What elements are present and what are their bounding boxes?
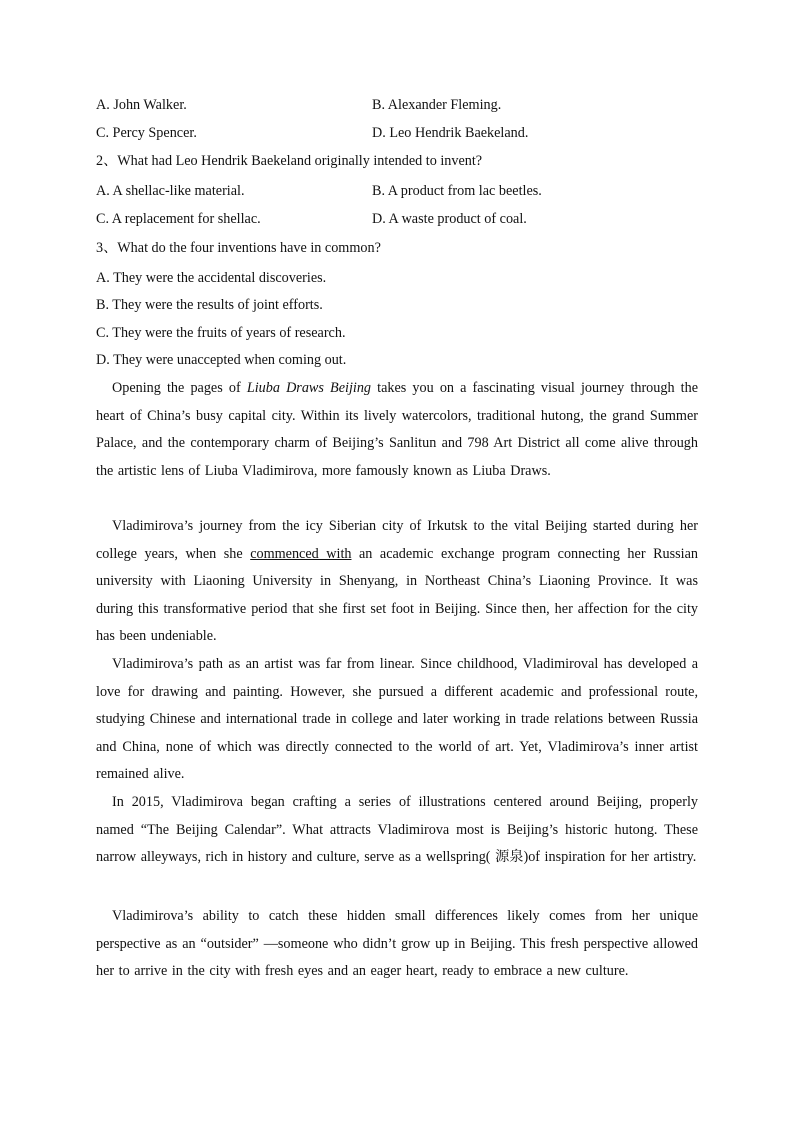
book-title: Liuba Draws Beijing	[246, 380, 372, 396]
passage-paragraph-5: Vladimirova’s ability to catch these hidden small differences likely comes from her unique perspective as an “outsider” —someone who didn’t grow up in Beijing. This fresh perspective allowed her to arrive in the city with fresh eyes and an eager heart, ready to embrace a new culture.	[96, 908, 698, 980]
q1-option-row-1	[96, 96, 502, 114]
q1-option-c: C. Percy Spencer.	[96, 125, 197, 141]
q1-option-row-2	[96, 124, 529, 142]
q2-option-a: A. A shellac-like material.	[96, 183, 245, 199]
q3-stem: 3、What do the four inventions have in common?	[96, 240, 381, 256]
passage-paragraph-1: Opening the pages of Liuba Draws Beijing takes you on a fascinating visual journey through the heart of China’s busy capital city. Within its lively watercolors, traditional hutong, the grand Summer Palace, and the contemporary charm of Beijing’s Sanlitun and 798 Art District all come alive through the artistic lens of Liuba Vladimirova, more famously known as Liuba Draws.	[96, 380, 698, 479]
q2-option-row-2	[96, 210, 527, 228]
chinese-gloss: 源泉	[495, 849, 524, 866]
q1-option-b: B. Alexander Fleming.	[372, 97, 502, 113]
q3-option-a: A. They were the accidental discoveries.	[96, 270, 327, 286]
passage-paragraph-3: Vladimirova’s path as an artist was far from linear. Since childhood, Vladimiroval has developed a love for drawing and painting. However, she pursued a different academic and professional route, studying Chinese and international trade in college and later working in trade relations between Russia and China, none of which was directly connected to the world of art. Yet, Vladimirova’s inner artist remained alive.	[96, 656, 698, 783]
q1-option-d: D. Leo Hendrik Baekeland.	[372, 125, 529, 141]
q2-option-b: B. A product from lac beetles.	[372, 183, 542, 199]
q2-option-c: C. A replacement for shellac.	[96, 211, 261, 227]
q3-option-b: B. They were the results of joint efforts.	[96, 297, 323, 313]
q1-option-a: A. John Walker.	[96, 97, 187, 113]
q3-option-c: C. They were the fruits of years of research.	[96, 325, 346, 341]
q3-option-d: D. They were unaccepted when coming out.	[96, 352, 347, 368]
passage-paragraph-4: In 2015, Vladimirova began crafting a series of illustrations centered around Beijing, properly named “The Beijing Calendar”. What attracts Vladimirova most is Beijing’s historic hutong. These narrow alleyways, rich in history and culture, serve as a wellspring( 源泉)of inspiration for her artistry.	[96, 794, 698, 866]
q2-option-row-1	[96, 182, 542, 200]
underlined-phrase: commenced with	[250, 545, 352, 562]
q2-stem: 2、What had Leo Hendrik Baekeland originally intended to invent?	[96, 153, 483, 169]
passage-paragraph-2: Vladimirova’s journey from the icy Siberian city of Irkutsk to the vital Beijing started during her college years, when she commenced with an academic exchange program connecting her Russian university with Liaoning University in Shenyang, in Northeast China’s Liaoning Province. It was during this transformative period that she first set foot in Beijing. Since then, her affection for the city has been undeniable.	[96, 518, 699, 645]
q2-option-d: D. A waste product of coal.	[372, 211, 527, 227]
